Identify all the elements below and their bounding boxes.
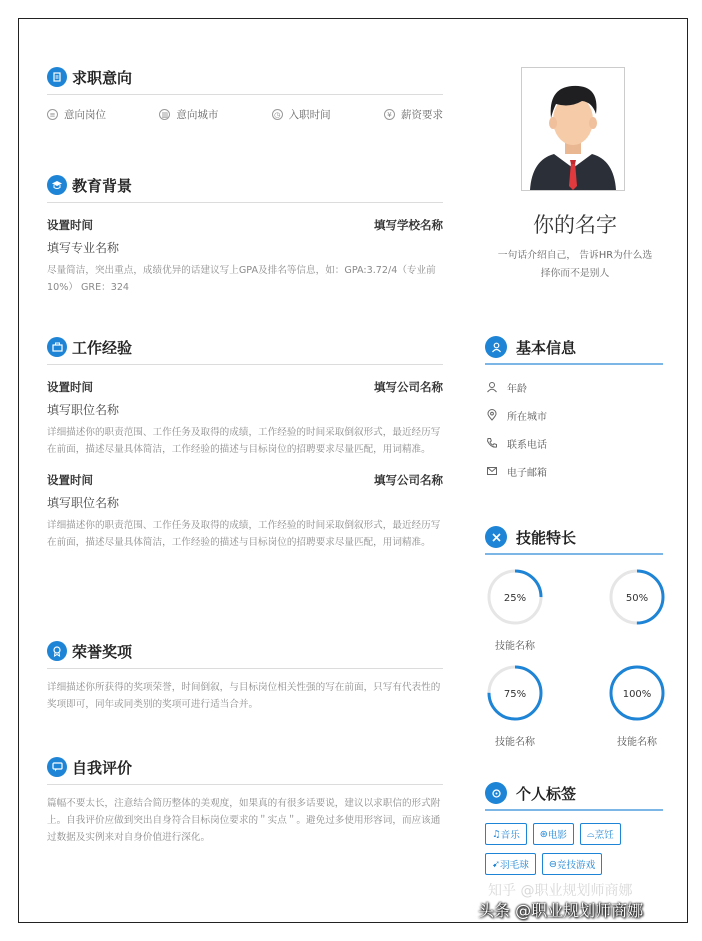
skill-ring [607, 663, 667, 723]
divider [47, 668, 443, 669]
yen-icon: ¥ [384, 109, 395, 120]
section-title: 求职意向 [72, 68, 133, 87]
speech-bubble-icon [47, 757, 67, 777]
work-time: 设置时间 [47, 380, 93, 394]
cooking-pot-icon: ⌓ [587, 828, 595, 840]
envelope-icon [485, 465, 499, 477]
skill-percent-label: 75% [503, 689, 527, 700]
shuttlecock-icon: ➹ [492, 858, 501, 870]
section-title: 个人标签 [516, 784, 577, 803]
intent-item-start: ◷ 入职时间 [272, 107, 331, 122]
skill-ring [485, 567, 545, 627]
divider [47, 364, 443, 365]
section-work [47, 335, 443, 551]
divider [485, 809, 663, 811]
divider [47, 784, 443, 785]
skill-percent-label: 100% [622, 689, 652, 700]
gamepad-icon: ⊖ [548, 858, 557, 870]
info-email: 电子邮箱 [485, 457, 663, 485]
section-title: 教育背景 [72, 176, 133, 195]
skill-item: 100% 技能名称 [607, 663, 667, 748]
section-title: 自我评价 [72, 758, 133, 777]
intent-list [47, 107, 443, 122]
profile-tagline: 一句话介绍自己， 告诉HR为什么选 择你而不是别人 [497, 250, 653, 279]
tag-cooking: ⌓ 烹饪 [580, 823, 621, 845]
info-city: 所在城市 [485, 401, 663, 429]
divider [485, 553, 663, 555]
tag-music: ♫ 音乐 [485, 823, 527, 845]
work-entry [47, 379, 443, 458]
section-education [47, 173, 443, 296]
honors-desc: 详细描述你所获得的奖项荣誉，时间倒叙，与目标岗位相关性强的写在前面，只写有代表性的奖项即可，同年或同类别的奖项可进行适当合并。 [47, 682, 441, 710]
profile-name: 你的名字 [533, 213, 617, 237]
intent-item-city: ▥ 意向城市 [159, 107, 218, 122]
section-header [47, 173, 443, 197]
graduation-cap-icon [47, 175, 67, 195]
skill-item: 25% 技能名称 [485, 567, 545, 652]
avatar-illustration-icon [522, 68, 624, 190]
phone-icon [485, 437, 499, 449]
edu-row [47, 217, 443, 233]
edu-time: 设置时间 [47, 218, 93, 232]
info-phone: 联系电话 [485, 429, 663, 457]
skill-ring [485, 663, 545, 723]
section-header [47, 639, 443, 663]
tag-list [485, 823, 663, 875]
clock-icon: ◷ [272, 109, 283, 120]
info-age: 年龄 [485, 373, 663, 401]
skill-item [607, 567, 667, 631]
work-desc: 详细描述你的职责范围、工作任务及取得的成绩，工作经验的时间采取倒叙形式，最近经历写在前面，描述尽量具体简洁，工作经验的描述与目标岗位的招聘要求尽量匹配，用词精准。 [47, 520, 441, 548]
section-header [47, 335, 443, 359]
divider [47, 202, 443, 203]
toutiao-watermark: 头条 @职业规划师商娜 [478, 901, 644, 920]
person-icon [485, 336, 507, 358]
document-icon [47, 67, 67, 87]
self-eval-desc: 篇幅不要太长，注意结合简历整体的美观度，如果真的有很多话要说，建议以求职信的形式附上。自我评价应做到突出自身符合目标岗位要求的＂实点＂。避免过多使用形容词，而应该通过数据及实例来对自身价值进行深化。 [47, 798, 441, 843]
film-reel-icon: ⊛ [539, 828, 548, 840]
skill-item: 75% 技能名称 [485, 663, 545, 748]
briefcase-icon [47, 337, 67, 357]
profile-photo [521, 67, 625, 191]
section-title: 荣誉奖项 [72, 642, 133, 661]
work-position: 填写职位名称 [47, 496, 120, 510]
building-icon: ▥ [159, 109, 170, 120]
edu-school: 填写学校名称 [374, 218, 443, 232]
section-skills [485, 525, 663, 555]
divider [47, 94, 443, 95]
info-list [485, 373, 663, 485]
work-entry [47, 472, 443, 551]
intent-item-salary: ¥ 薪资要求 [384, 107, 443, 122]
briefcase-icon: ≡ [47, 109, 58, 120]
skill-percent-label: 25% [503, 593, 527, 604]
medal-icon [47, 641, 67, 661]
skill-percent-label: 50% [625, 593, 649, 604]
music-note-icon: ♫ [492, 828, 501, 840]
work-time: 设置时间 [47, 473, 93, 487]
zhihu-watermark: 知乎 @职业规划师商娜 [488, 883, 633, 899]
section-job-intent [47, 65, 443, 122]
tag-movie: ⊛ 电影 [533, 823, 574, 845]
work-company: 填写公司名称 [374, 380, 443, 394]
tag-gaming: ⊖ 竞技游戏 [542, 853, 602, 875]
work-company: 填写公司名称 [374, 473, 443, 487]
section-header [485, 335, 663, 359]
work-desc: 详细描述你的职责范围、工作任务及取得的成绩，工作经验的时间采取倒叙形式，最近经历写在前面，描述尽量具体简洁，工作经验的描述与目标岗位的招聘要求尽量匹配，用词精准。 [47, 427, 441, 455]
edu-desc: 尽量简洁，突出重点，成绩优异的话建议写上GPA及排名等信息，如：GPA:3.72/4（专业前10%） GRE：324 [47, 265, 436, 293]
section-header [47, 755, 443, 779]
divider [485, 363, 663, 365]
section-header [47, 65, 443, 89]
section-title: 基本信息 [516, 338, 577, 357]
intent-item-position: ≡ 意向岗位 [47, 107, 106, 122]
section-honors [47, 639, 443, 713]
edu-major: 填写专业名称 [47, 241, 120, 255]
section-header [485, 525, 663, 549]
resume-page [18, 18, 688, 923]
section-tags [485, 781, 663, 875]
user-outline-icon [485, 381, 499, 393]
section-header [485, 781, 663, 805]
section-title: 技能特长 [516, 528, 577, 547]
skill-ring [607, 567, 667, 627]
work-position: 填写职位名称 [47, 403, 120, 417]
tag-icon [485, 782, 507, 804]
tools-icon [485, 526, 507, 548]
section-title: 工作经验 [72, 338, 133, 357]
location-pin-icon [485, 409, 499, 421]
tag-badminton: ➹ 羽毛球 [485, 853, 536, 875]
section-basic-info [485, 335, 663, 485]
section-self-eval [47, 755, 443, 846]
